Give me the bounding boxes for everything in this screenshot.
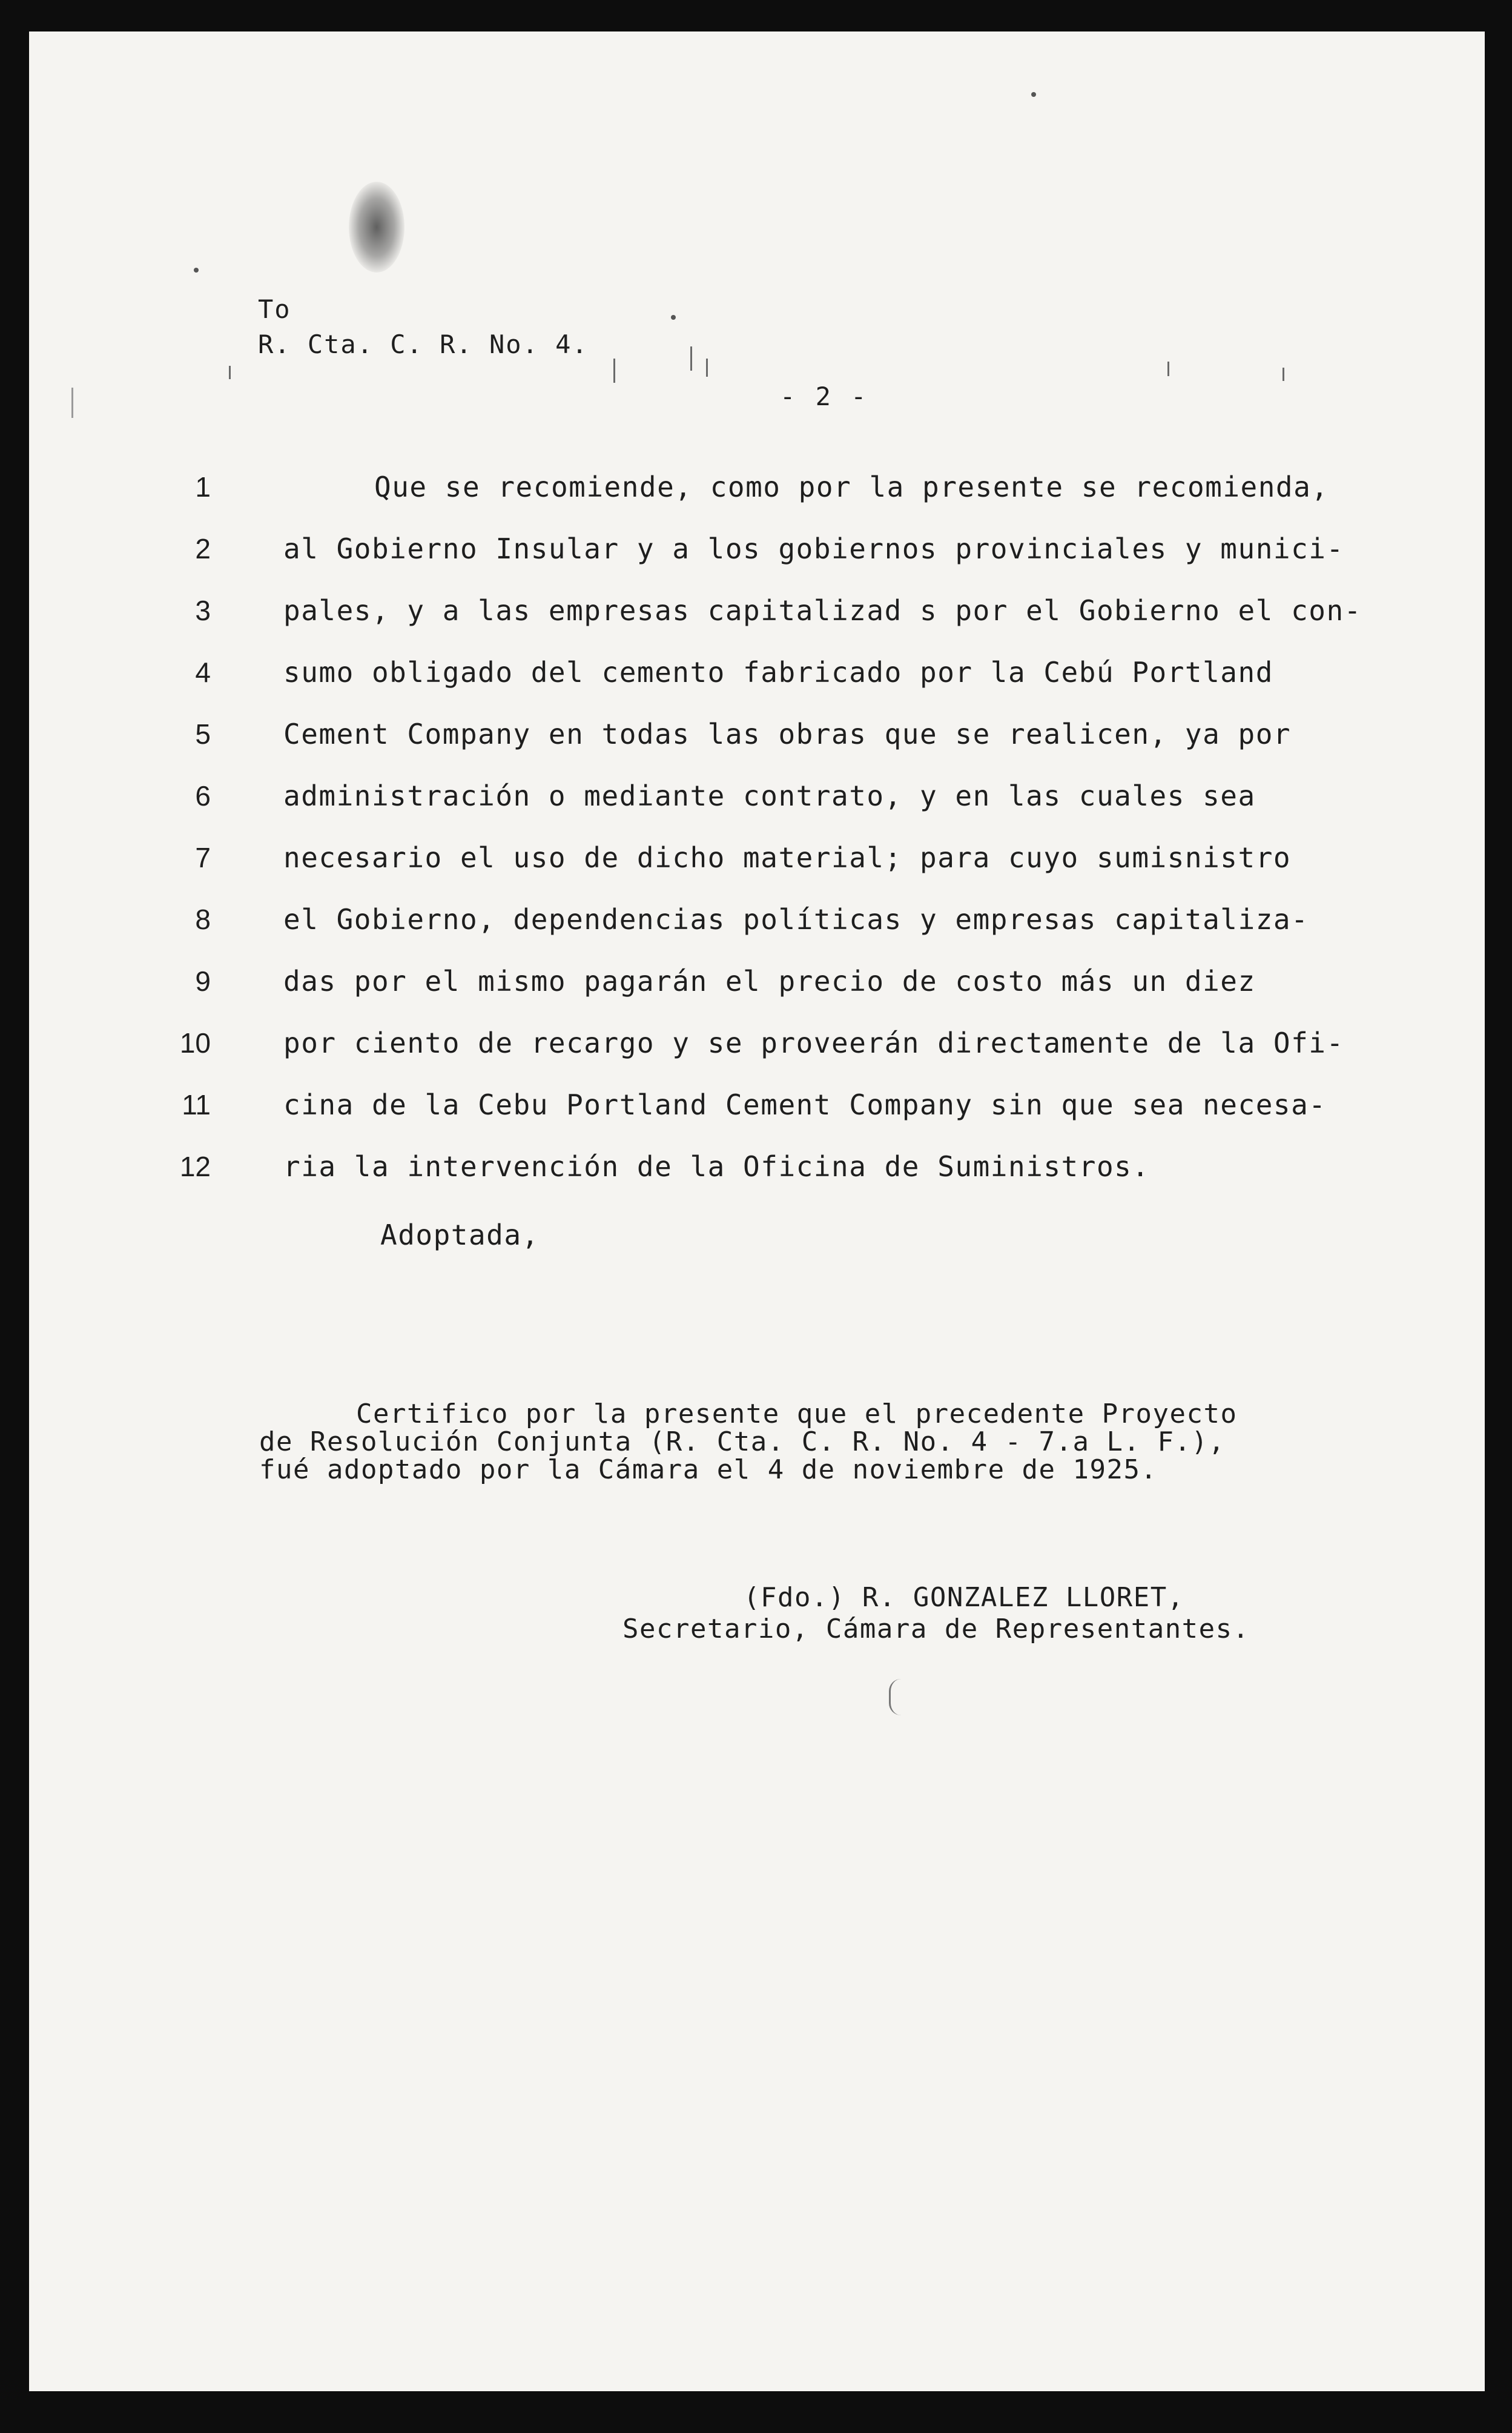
line-number: 9 (195, 965, 211, 997)
numbered-line (168, 716, 1440, 778)
stray-mark (706, 359, 708, 377)
resolution-body (168, 469, 1440, 1210)
line-number: 5 (195, 718, 211, 750)
numbered-line (168, 901, 1440, 963)
signatory-name: (Fdo.) R. GONZALEZ LLORET, (744, 1582, 1184, 1613)
stray-mark (690, 346, 692, 371)
ink-smudge (349, 182, 404, 273)
line-number: 10 (179, 1027, 211, 1059)
certificate-line: fué adoptado por la Cámara el 4 de noviembre de 1925. (259, 1454, 1158, 1485)
line-text: necesario el uso de dicho material; para cuyo sumisnistro (283, 841, 1292, 874)
numbered-line (168, 1025, 1440, 1087)
line-number: 4 (195, 657, 211, 688)
line-number: 3 (195, 595, 211, 626)
header-to: To (258, 294, 291, 324)
pencil-mark (889, 1679, 902, 1715)
certificate-line: de Resolución Conjunta (R. Cta. C. R. No. 4 - 7.a L. F.), (259, 1426, 1226, 1457)
numbered-line (168, 654, 1440, 716)
line-text: pales, y a las empresas capitalizad s por el Gobierno el con- (283, 594, 1362, 627)
page-number: - 2 - (780, 382, 869, 411)
line-number: 1 (195, 471, 211, 503)
stray-mark (1167, 362, 1169, 376)
line-text: por ciento de recargo y se proveerán directamente de la Ofi- (283, 1027, 1344, 1059)
line-text: el Gobierno, dependencias políticas y empresas capitaliza- (283, 903, 1309, 936)
line-number: 12 (179, 1151, 211, 1182)
numbered-line (168, 963, 1440, 1025)
certificate-paragraph (259, 1400, 1238, 1484)
numbered-line (168, 531, 1440, 592)
signatory-title: Secretario, Cámara de Representantes. (622, 1614, 1250, 1644)
stray-mark (1283, 368, 1284, 381)
document-page (29, 31, 1485, 2391)
stray-mark (229, 366, 231, 379)
numbered-line (168, 839, 1440, 901)
line-text: sumo obligado del cemento fabricado por la Cebú Portland (283, 656, 1273, 689)
line-text: das por el mismo pagarán el precio de costo más un diez (283, 965, 1256, 998)
signature-block (622, 1582, 1250, 1645)
line-number: 8 (195, 904, 211, 935)
line-text: Que se recomiende, como por la presente se recomienda, (374, 471, 1329, 503)
line-text: Cement Company en todas las obras que se realicen, ya por (283, 718, 1292, 750)
reference-header (258, 292, 589, 362)
numbered-line (168, 778, 1440, 839)
stray-mark (613, 359, 615, 383)
line-text: al Gobierno Insular y a los gobiernos provinciales y munici- (283, 532, 1344, 565)
line-number: 11 (182, 1089, 211, 1121)
line-text: ria la intervención de la Oficina de Suministros. (283, 1150, 1150, 1183)
header-resolution-number: R. Cta. C. R. No. 4. (258, 329, 589, 359)
line-number: 2 (195, 533, 211, 564)
speck (671, 315, 676, 320)
line-number: 6 (195, 780, 211, 812)
edge-mark (71, 388, 73, 418)
speck (194, 268, 199, 273)
certificate-line: Certifico por la presente que el precedente Proyecto (356, 1399, 1238, 1429)
numbered-line (168, 592, 1440, 654)
line-number: 7 (195, 842, 211, 873)
line-text: administración o mediante contrato, y en las cuales sea (283, 780, 1256, 812)
speck (1031, 92, 1036, 97)
numbered-line (168, 1148, 1440, 1210)
line-text: cina de la Cebu Portland Cement Company sin que sea necesa- (283, 1088, 1327, 1121)
numbered-line (168, 469, 1440, 531)
adopted-note: Adoptada, (380, 1219, 540, 1251)
numbered-line (168, 1087, 1440, 1148)
